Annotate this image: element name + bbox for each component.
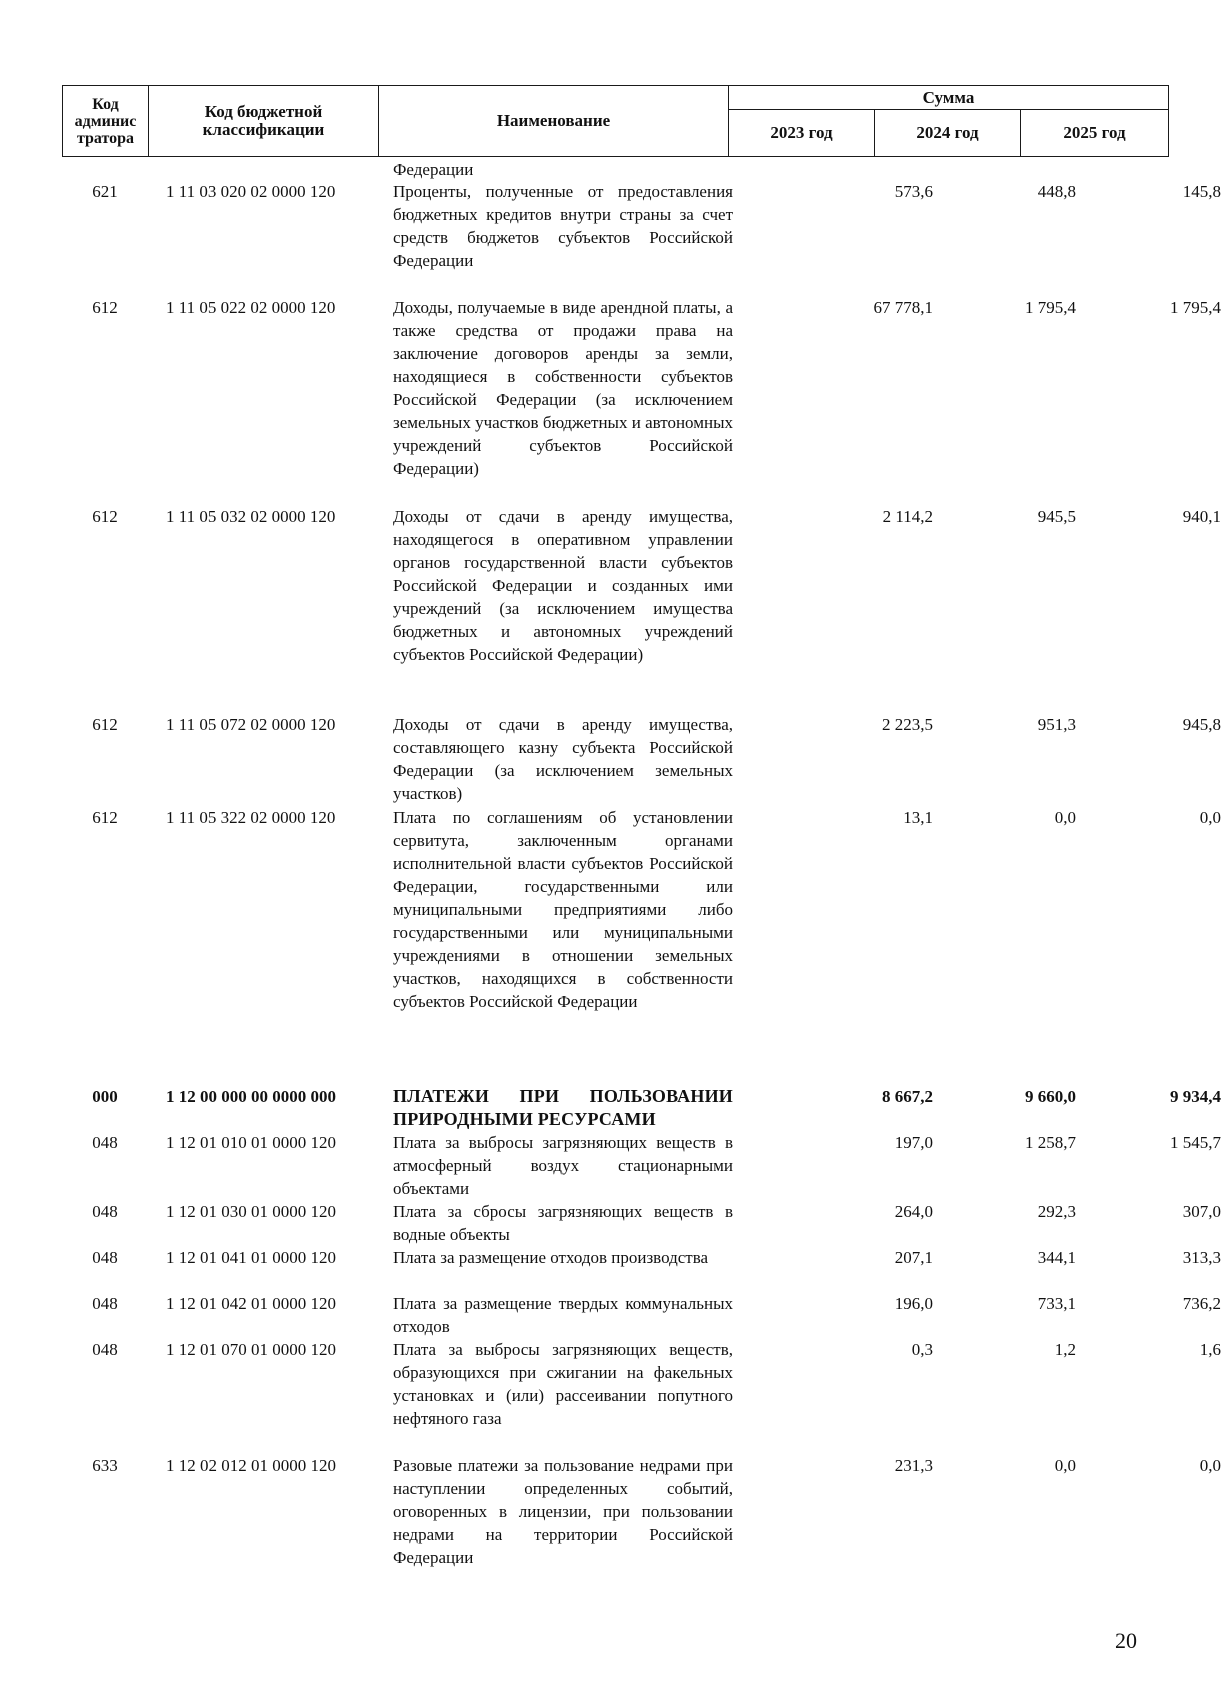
value-2025: 1 545,7 — [1170, 1133, 1221, 1152]
value-2023: 264,0 — [894, 1202, 933, 1221]
row-name: Доходы от сдачи в аренду имущества, составляющего казну субъекта Российской Федерации (за исключением земельных участков) — [393, 715, 733, 803]
admin-code: 048 — [92, 1340, 118, 1359]
admin-code: 048 — [92, 1248, 118, 1267]
admin-code: 048 — [92, 1133, 118, 1152]
header-year-2025: 2025 год — [1021, 110, 1169, 157]
value-2025: 736,2 — [1182, 1294, 1221, 1313]
value-2023: 8 667,2 — [882, 1087, 933, 1106]
value-2024: 0,0 — [1054, 808, 1076, 827]
admin-code: 612 — [92, 715, 118, 734]
header-sum: Сумма — [729, 86, 1169, 110]
value-2025: 945,8 — [1182, 715, 1221, 734]
value-2024: 448,8 — [1037, 182, 1076, 201]
value-2025: 1 795,4 — [1170, 298, 1221, 317]
budget-code: 1 12 00 000 00 0000 000 — [166, 1087, 336, 1106]
row-name: Доходы от сдачи в аренду имущества, находящегося в оперативном управлении органов государственной власти субъектов Российской Федерации и созданных ими учреждений (за исключением имущества бюджетных и автономных учреждений субъектов Российской Федерации) — [393, 507, 733, 664]
value-2024: 1 258,7 — [1025, 1133, 1076, 1152]
value-2025: 145,8 — [1182, 182, 1221, 201]
value-2024: 1,2 — [1054, 1340, 1076, 1359]
row-name: Плата за размещение отходов производства — [393, 1248, 709, 1267]
value-2023: 231,3 — [894, 1456, 933, 1475]
value-2025: 940,1 — [1182, 507, 1221, 526]
value-2024: 0,0 — [1054, 1456, 1076, 1475]
header-year-2023: 2023 год — [729, 110, 875, 157]
table-header — [62, 85, 1168, 157]
value-2025: 0,0 — [1199, 808, 1221, 827]
row-name: Плата за выбросы загрязняющих веществ в атмосферный воздух стационарными объектами — [393, 1133, 733, 1198]
row-name: Проценты, полученные от предоставления бюджетных кредитов внутри страны за счет средств бюджетов субъектов Российской Федерации — [393, 182, 733, 270]
budget-code: 1 12 01 070 01 0000 120 — [166, 1340, 336, 1359]
row-name: Доходы, получаемые в виде арендной платы, а также средства от продажи права на заключение договоров аренды за земли, находящиеся в собственности субъектов Российской Федерации (за исключением земельных участков бюджетных и автономных учреждений субъектов Российской Федерации) — [393, 298, 733, 478]
value-2024: 951,3 — [1037, 715, 1076, 734]
row-name: ПЛАТЕЖИ ПРИ ПОЛЬЗОВАНИИ ПРИРОДНЫМИ РЕСУРСАМИ — [393, 1086, 733, 1129]
row-name: Плата за сбросы загрязняющих веществ в водные объекты — [393, 1202, 733, 1244]
value-2024: 1 795,4 — [1025, 298, 1076, 317]
header-name: Наименование — [379, 86, 729, 157]
value-2023: 2 223,5 — [882, 715, 933, 734]
budget-code: 1 11 05 322 02 0000 120 — [166, 808, 336, 827]
budget-code: 1 11 05 032 02 0000 120 — [166, 507, 336, 526]
budget-code: 1 12 01 042 01 0000 120 — [166, 1294, 336, 1313]
page-number: 20 — [1115, 1628, 1137, 1653]
value-2023: 13,1 — [903, 808, 933, 827]
header-budget-code: Код бюджетной классификации — [149, 86, 379, 157]
budget-code: 1 12 02 012 01 0000 120 — [166, 1456, 336, 1475]
continued-name-text: Федерации — [393, 160, 474, 179]
budget-code: 1 12 01 010 01 0000 120 — [166, 1133, 336, 1152]
admin-code: 000 — [92, 1087, 118, 1106]
value-2023: 67 778,1 — [873, 298, 933, 317]
header-admin-code: Код админис тратора — [63, 86, 149, 157]
value-2023: 2 114,2 — [882, 507, 933, 526]
value-2024: 945,5 — [1037, 507, 1076, 526]
value-2023: 0,3 — [911, 1340, 933, 1359]
admin-code: 633 — [92, 1456, 118, 1475]
budget-code: 1 11 03 020 02 0000 120 — [166, 182, 336, 201]
admin-code: 612 — [92, 808, 118, 827]
row-name: Плата за размещение твердых коммунальных отходов — [393, 1294, 733, 1336]
value-2023: 196,0 — [894, 1294, 933, 1313]
row-name: Разовые платежи за пользование недрами при наступлении определенных событий, оговоренных в лицензии, при пользовании недрами на территории Российской Федерации — [393, 1456, 733, 1567]
value-2023: 197,0 — [894, 1133, 933, 1152]
value-2025: 307,0 — [1182, 1202, 1221, 1221]
admin-code: 621 — [92, 182, 118, 201]
budget-code: 1 12 01 030 01 0000 120 — [166, 1202, 336, 1221]
admin-code: 048 — [92, 1294, 118, 1313]
admin-code: 048 — [92, 1202, 118, 1221]
row-name: Плата за выбросы загрязняющих веществ, образующихся при сжигании на факельных установках и (или) рассеивании попутного нефтяного газа — [393, 1340, 733, 1428]
value-2024: 9 660,0 — [1025, 1087, 1076, 1106]
budget-code: 1 11 05 022 02 0000 120 — [166, 298, 336, 317]
row-name: Плата по соглашениям об установлении сервитута, заключенным органами исполнительной власти субъектов Российской Федерации, государственными или муниципальными предприятиями либо государственными или муниципальными учреждениями в отношении земельных участков, находящихся в собственности субъектов Российской Федерации — [393, 808, 733, 1011]
admin-code: 612 — [92, 507, 118, 526]
value-2024: 733,1 — [1037, 1294, 1076, 1313]
header-year-2024: 2024 год — [875, 110, 1021, 157]
value-2024: 344,1 — [1037, 1248, 1076, 1267]
value-2023: 573,6 — [894, 182, 933, 201]
value-2025: 0,0 — [1199, 1456, 1221, 1475]
budget-code: 1 12 01 041 01 0000 120 — [166, 1248, 336, 1267]
value-2025: 9 934,4 — [1170, 1087, 1221, 1106]
value-2023: 207,1 — [894, 1248, 933, 1267]
budget-code: 1 11 05 072 02 0000 120 — [166, 715, 336, 734]
value-2025: 1,6 — [1199, 1340, 1221, 1359]
admin-code: 612 — [92, 298, 118, 317]
value-2025: 313,3 — [1182, 1248, 1221, 1267]
value-2024: 292,3 — [1037, 1202, 1076, 1221]
